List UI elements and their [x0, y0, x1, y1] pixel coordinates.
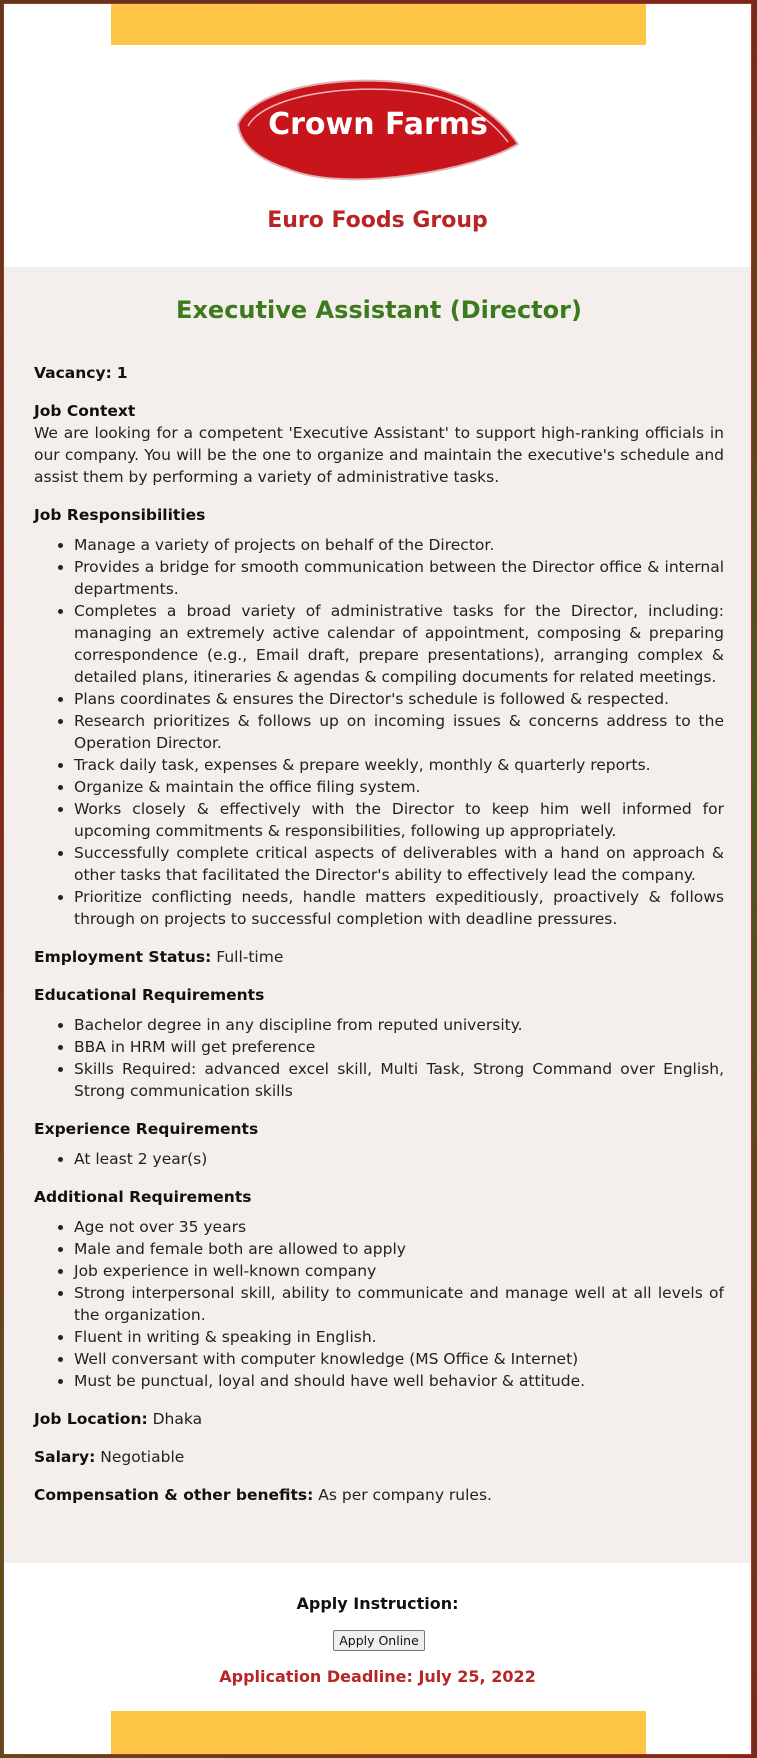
list-item: • Male and female both are allowed to apply [74, 1238, 724, 1260]
list-item: • Must be punctual, loyal and should have well behavior & attitude. [74, 1370, 724, 1392]
salary-value: Negotiable [100, 1448, 185, 1466]
location-label: Job Location: [34, 1410, 148, 1428]
top-accent-bar [111, 4, 646, 45]
list-item: • Well conversant with computer knowledge (MS Office & Internet) [74, 1348, 724, 1370]
list-item: • Skills Required: advanced excel skill, Multi Task, Strong Command over English, Strong communication skills [74, 1058, 724, 1102]
responsibilities-title: Job Responsibilities [34, 506, 206, 524]
list-item: • Manage a variety of projects on behalf of the Director. [74, 534, 724, 556]
list-item: • Fluent in writing & speaking in English. [74, 1326, 724, 1348]
list-item: • Research prioritizes & follows up on incoming issues & concerns address to the Operation Director. [74, 710, 724, 754]
list-item: • Prioritize conflicting needs, handle matters expeditiously, proactively & follows through on projects to successful completion with deadline pressures. [74, 886, 724, 930]
job-responsibilities [34, 504, 724, 930]
employment-label: Employment Status: [34, 948, 212, 966]
vacancy-label: Vacancy: [34, 364, 112, 382]
list-item: • Strong interpersonal skill, ability to communicate and manage well at all levels of the organization. [74, 1282, 724, 1326]
job-posting-page [3, 3, 752, 1755]
list-item: • Plans coordinates & ensures the Director's schedule is followed & respected. [74, 688, 724, 710]
list-item: • Organize & maintain the office filing system. [74, 776, 724, 798]
education-list [34, 1014, 724, 1102]
experience-title: Experience Requirements [34, 1120, 259, 1138]
company-name: Euro Foods Group [267, 208, 488, 233]
logo-text: Crown Farms [268, 107, 488, 142]
job-location [34, 1408, 724, 1430]
employment-status [34, 946, 724, 968]
employment-value: Full-time [216, 948, 284, 966]
additional-title: Additional Requirements [34, 1188, 252, 1206]
list-item: • BBA in HRM will get preference [74, 1036, 724, 1058]
salary [34, 1446, 724, 1468]
list-item: • Job experience in well-known company [74, 1260, 724, 1282]
benefits-value: As per company rules. [318, 1486, 492, 1504]
job-context-title: Job Context [34, 402, 136, 420]
responsibilities-list [34, 534, 724, 930]
list-item: • At least 2 year(s) [74, 1148, 724, 1170]
experience-list [34, 1148, 724, 1170]
additional-requirements [34, 1186, 724, 1392]
education-title: Educational Requirements [34, 986, 265, 1004]
vacancy-value: 1 [116, 364, 128, 382]
bottom-accent-bar [111, 1711, 646, 1754]
application-deadline: Application Deadline: July 25, 2022 [219, 1667, 536, 1686]
job-title: Executive Assistant (Director) [176, 296, 582, 324]
educational-requirements [34, 984, 724, 1102]
apply-instruction-title: Apply Instruction: [296, 1594, 459, 1613]
list-item: • Bachelor degree in any discipline from reputed university. [74, 1014, 724, 1036]
list-item: • Provides a bridge for smooth communication between the Director office & internal departments. [74, 556, 724, 600]
compensation-benefits [34, 1484, 724, 1506]
list-item: • Successfully complete critical aspects of deliverables with a hand on approach & other tasks that facilitated the Director's ability to effectively lead the company. [74, 842, 724, 886]
list-item: • Works closely & effectively with the Director to keep him well informed for upcoming commitments & responsibilities, following up appropriately. [74, 798, 724, 842]
crown-farms-logo [228, 74, 528, 189]
vacancy [34, 362, 724, 384]
benefits-label: Compensation & other benefits: [34, 1486, 314, 1504]
experience-requirements [34, 1118, 724, 1170]
apply-online-button[interactable]: Apply Online [333, 1630, 425, 1651]
job-context [34, 400, 724, 488]
list-item: • Track daily task, expenses & prepare weekly, monthly & quarterly reports. [74, 754, 724, 776]
location-value: Dhaka [152, 1410, 203, 1428]
salary-label: Salary: [34, 1448, 96, 1466]
job-context-text: We are looking for a competent 'Executive Assistant' to support high-ranking officials in our company. You will be the one to organize and maintain the executive's schedule and assist them by performing a variety of administrative tasks. [34, 424, 724, 486]
list-item: • Age not over 35 years [74, 1216, 724, 1238]
job-details-section [4, 267, 751, 1563]
list-item: • Completes a broad variety of administrative tasks for the Director, including: managing an extremely active calendar of appointment, composing & preparing correspondence (e.g., Email draft, prepare presentations), arranging complex & detailed plans, itineraries & agendas & compiling documents for related meetings. [74, 600, 724, 688]
additional-list [34, 1216, 724, 1392]
